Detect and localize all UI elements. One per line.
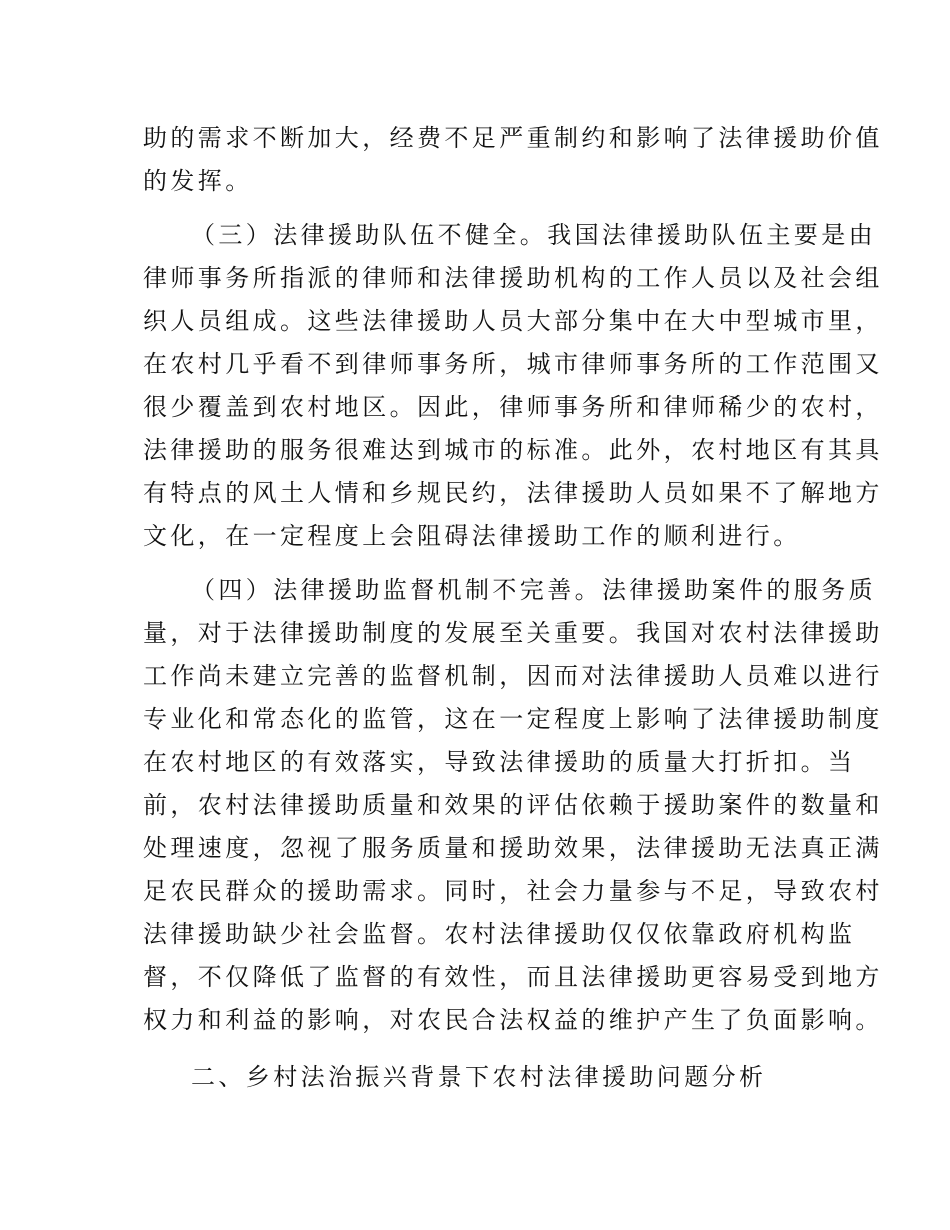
paragraph-line: 专业化和常态化的监管，这在一定程度上影响了法律援助制度 <box>143 705 883 733</box>
paragraph-line: 很少覆盖到农村地区。因此，律师事务所和律师稀少的农村， <box>143 393 883 421</box>
paragraph-line: 权力和利益的影响，对农民合法权益的维护产生了负面影响。 <box>143 1006 883 1034</box>
paragraph-line: 工作尚未建立完善的监督机制，因而对法律援助人员难以进行 <box>143 662 883 690</box>
paragraph-line: 助的需求不断加大，经费不足严重制约和影响了法律援助价值 <box>143 124 883 152</box>
section-heading-line: （四）法律援助监督机制不完善。法律援助案件的服务质 <box>191 576 876 604</box>
paragraph-line: 的发挥。 <box>143 167 253 195</box>
paragraph-line: 法律援助的服务很难达到城市的标准。此外，农村地区有其具 <box>143 436 883 464</box>
paragraph-line: 量，对于法律援助制度的发展至关重要。我国对农村法律援助 <box>143 619 883 647</box>
paragraph-line: 在农村地区的有效落实，导致法律援助的质量大打折扣。当 <box>143 748 856 776</box>
section-heading-line: （三）法律援助队伍不健全。我国法律援助队伍主要是由 <box>191 221 876 249</box>
paragraph-line: 督，不仅降低了监督的有效性，而且法律援助更容易受到地方 <box>143 963 883 991</box>
paragraph-line: 律师事务所指派的律师和法律援助机构的工作人员以及社会组 <box>143 264 883 292</box>
chapter-heading: 二、乡村法治振兴背景下农村法律援助问题分析 <box>191 1063 767 1091</box>
paragraph-line: 前，农村法律援助质量和效果的评估依赖于援助案件的数量和 <box>143 791 883 819</box>
paragraph-line: 织人员组成。这些法律援助人员大部分集中在大中型城市里， <box>143 307 883 335</box>
paragraph-line: 在农村几乎看不到律师事务所，城市律师事务所的工作范围又 <box>143 350 883 378</box>
paragraph-line: 有特点的风土人情和乡规民约，法律援助人员如果不了解地方 <box>143 479 883 507</box>
paragraph-line: 处理速度，忽视了服务质量和援助效果，法律援助无法真正满 <box>143 834 883 862</box>
paragraph-line: 足农民群众的援助需求。同时，社会力量参与不足，导致农村 <box>143 877 883 905</box>
paragraph-line: 文化，在一定程度上会阻碍法律援助工作的顺利进行。 <box>143 522 801 550</box>
paragraph-line: 法律援助缺少社会监督。农村法律援助仅仅依靠政府机构监 <box>143 920 856 948</box>
